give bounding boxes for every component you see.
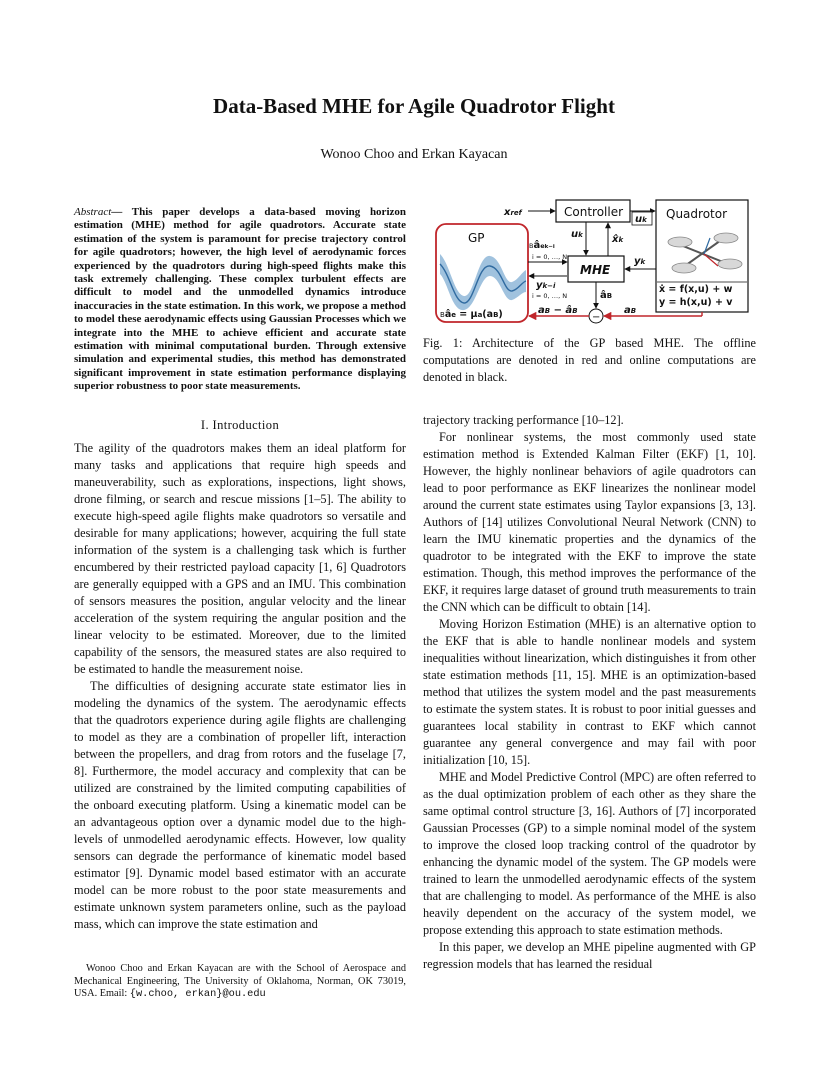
- right-column-body: [423, 412, 756, 973]
- i-range-label-2: i = 0, …, N: [532, 292, 568, 300]
- figure-caption: Fig. 1: Architecture of the GP based MHE. The offline computations are denoted in red and online computations are denoted in black.: [423, 336, 756, 384]
- author-footnote: [74, 963, 406, 1001]
- section-heading-introduction: I. Introduction: [200, 418, 280, 432]
- architecture-diagram: [428, 196, 754, 328]
- intro-paragraph-2: The difficulties of designing accurate state estimator lies in modeling the dynamics of the system. The aerodynamic effects that the quadrotors experience during agile flights are challenging to model as they are a combination of propeller lift, interaction between the propellers, and drag from rotors and the fuselage [7, 8]. Furthermore, the model accuracy and complexity that can be utilized are constrained by the limited computing capabilities of the onboard executing platform. Using a kinematic model can be an advantageous option over a dynamic model due to the high-levels of unmodelled aerodynamic effects. However, low quality sensors can degrade the performance of kinematic model based estimator [9]. Dynamic model based estimator with an accurate model can be more robust to the poor state measurements and estimate unknown system parameters online, such as the payload mass, which can improve the state estimation and: [74, 679, 406, 931]
- ab-label: aB: [624, 305, 637, 316]
- model-equation-2: y = h(x,u) + v: [659, 297, 733, 308]
- yki-label: yk−i: [536, 280, 556, 291]
- footnote-email: {w.choo, erkan}@ou.edu: [129, 988, 266, 1000]
- uk-mhe-label: uk: [571, 229, 583, 240]
- intro-paragraph-4: For nonlinear systems, the most commonly used state estimation method is Extended Kalman Filter (EKF) [1, 10]. However, the highly nonlinear behaviors of agile quadrotors can lead to poor performance as EKF linearizes the nonlinear model around the current state estimates using Taylor expansions [3, 13]. Authors of [14] utilizes Convolutional Neural Network (CNN) to learn the IMU kinematic properties and the dynamics of the quadrotor to be integrated with the EKF to improve the state estimation. Though, this method improves the performance of the EKF, it requires large dataset of ground truth measurements to train the CNN which can be difficult to obtain [14].: [423, 430, 756, 614]
- model-equation-1: ẋ = f(x,u) + w: [659, 284, 733, 295]
- abstract-text: — This paper develops a data-based moving horizon estimation (MHE) method for agile quadrotors. Accurate state estimation of the system is paramount for precise trajectory control for agile quadrotors; however, the high level of aerodynamic forces experienced by the quadrotors during high-speed flights make this task extremely challenging. These complex turbulent effects are difficult to model and the unmodelled dynamics introduce inaccuracies in the state estimation. In this work, we propose a method to model these aerodynamic effects using Gaussian Processes which we integrate into the MHE to achieve efficient and accurate state estimation with minimal computational burden. Through extensive simulation and experimental studies, this method has demonstrated significant improvement in state estimation performance displaying superior robustness to poor state measurements.: [74, 206, 406, 393]
- paper-authors: Wonoo Choo and Erkan Kayacan: [320, 147, 508, 162]
- summing-minus-sign: −: [592, 312, 601, 323]
- gp-label: GP: [468, 231, 485, 245]
- intro-paragraph-6: MHE and Model Predictive Control (MPC) are often referred to as the dual optimization problem of each other as they share the same optimal control structure [3, 16]. Authors of [7] incorporated Gaussian Processes (GP) to a simple nominal model of the system to improve the closed loop tracking control of the quadrotor by enhancing the dynamic model of the system. The GP models were trained to learn the unmodelled aerodynamic effects of the system that are challenging to model. As performance of the MHE is also heavily dependent on the accuracy of the system model, we propose extending this approach to state estimation methods.: [423, 770, 756, 937]
- mhe-label: MHE: [580, 263, 611, 277]
- figure-architecture: [428, 196, 754, 328]
- ahat-b-label: âB: [600, 290, 613, 301]
- xref-label: xref: [504, 207, 522, 218]
- intro-paragraph-5: Moving Horizon Estimation (MHE) is an alternative option to the EKF that is able to handle nonlinear models and system inequalities without linearization, which distinguishes it from other state estimation methods [11, 15]. MHE is an optimization-based method that utilizes the system model and the past measurements to estimate the system states. It is robust to poor initial guesses and guarantees local stability in contrast to EKF which cannot guarantee any general convergence and may fail with poor initialization [10, 15].: [423, 617, 756, 767]
- uk-label: uk: [635, 214, 647, 225]
- yk-label: yk: [634, 256, 646, 267]
- ahat-e-label: Bâek−i: [529, 240, 555, 251]
- intro-paragraph-3: trajectory tracking performance [10–12].: [423, 413, 624, 427]
- quadrotor-label: Quadrotor: [666, 207, 728, 221]
- xhat-label: x̂k: [612, 234, 624, 245]
- intro-paragraph-7: In this paper, we develop an MHE pipeline augmented with GP regression models that has learned the residual: [423, 940, 756, 971]
- footnote-text: Wonoo Choo and Erkan Kayacan are with the School of Aerospace and Mechanical Engineering, The University of Oklahoma, Norman, OK 73019, USA. Email:: [74, 963, 406, 999]
- intro-paragraph-1: The agility of the quadrotors makes them an ideal platform for many tasks and applications that require high speeds and maneuverability, such as explorations, inspections, light shows, drone filming, or search and rescue missions [1–5]. The ability to execute high-speed agile flights make quadrotors so versatile and desirable for many applications; however, acquiring the full state information of the system is a challenging task which is further encumbered by their restricted payload capacity [1, 6] Quadrotors are generally equipped with a GPS and an IMU. This combination of sensors measures the position, angular velocity and the linear acceleration of the system requiring the angular position and the linear velocity to be estimated. Moreover, due to the limited capability of the sensors, the measured states are also required to be estimated to handle the measurement noise.: [74, 441, 406, 676]
- abstract: [74, 206, 406, 394]
- gp-equation: Bâe = μa(aB): [440, 309, 503, 320]
- left-column-body: [74, 440, 406, 933]
- abstract-label: Abstract: [74, 206, 112, 218]
- controller-label: Controller: [564, 205, 624, 219]
- i-range-label-1: i = 0, …, N: [532, 253, 568, 261]
- paper-title: Data-Based MHE for Agile Quadrotor Flight: [213, 94, 615, 118]
- error-label: aB − âB: [538, 305, 578, 316]
